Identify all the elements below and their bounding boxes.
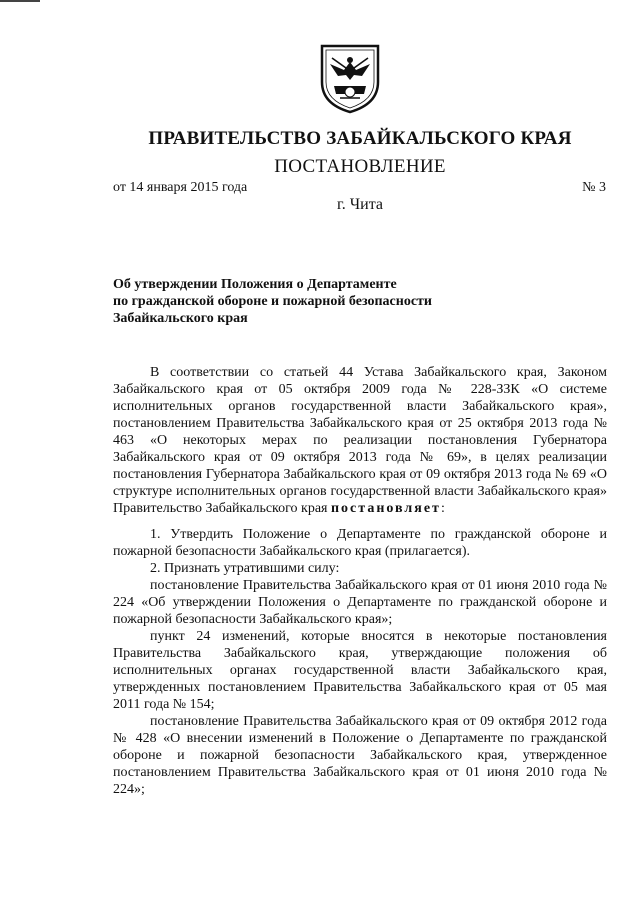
preamble-text: В соответствии со статьей 44 Устава Забайкальского края, Законом Забайкальского края от 05 октября 2009 года № 228-ЗЗК «О системе исполнительных органов государственной власти Забайкальского края», постановлением Правительства Забайкальского края от 25 октября 2013 года № 463 «О некоторых мерах по реализации постановления Губернатора Забайкальского края от 09 октября 2013 года № 69», в целях реализации постановления Губернатора Забайкальского края от 09 октября 2013 года № 69 «О структуре исполнительных органов государственной власти Забайкальского края» Правительство Забайкальского края [113,365,607,516]
document-body [113,364,607,798]
document-city: г. Чита [336,196,383,213]
preamble-paragraph [113,364,607,517]
subitem-3-paragraph: постановление Правительства Забайкальского края от 09 октября 2012 года № 428 «О внесении изменений в Положение о Департаменте по гражданской обороне и пожарной безопасности Забайкальского края, утвержденное постановлением Правительства Забайкальского края от 01 июня 2010 года № 224»; [113,714,607,797]
subject-line-2: по гражданской обороне и пожарной безопасности [113,294,432,309]
decides-word: постановляет [330,501,441,516]
subitem-2-paragraph: пункт 24 изменений, которые вносятся в некоторые постановления Правительства Забайкальского края, утверждающие положения об исполнительных органах государственной власти Забайкальского края, утвержденных постановлением Правительства Забайкальского края от 05 мая 2011 года № 154; [113,629,607,712]
document-date: от 14 января 2015 года [113,180,248,195]
coat-of-arms-emblem [318,42,382,114]
subject-line-3: Забайкальского края [113,311,248,326]
document-subject [113,276,493,327]
document-number: № 3 [582,180,606,195]
document-type: ПОСТАНОВЛЕНИЕ [274,156,446,177]
subitem-1-paragraph: постановление Правительства Забайкальского края от 01 июня 2010 года № 224 «Об утверждении Положения о Департаменте по гражданской обороне и пожарной безопасности Забайкальского края»; [113,578,607,627]
organization-title: ПРАВИТЕЛЬСТВО ЗАБАЙКАЛЬСКОГО КРАЯ [148,128,572,149]
item-2-paragraph: 2. Признать утратившими силу: [150,561,340,576]
scan-edge-line [0,0,40,2]
decides-colon: : [440,501,445,516]
item-1-paragraph: 1. Утвердить Положение о Департаменте по гражданской обороне и пожарной безопасности Забайкальского края (прилагается). [113,527,607,559]
subject-line-1: Об утверждении Положения о Департаменте [113,277,397,292]
